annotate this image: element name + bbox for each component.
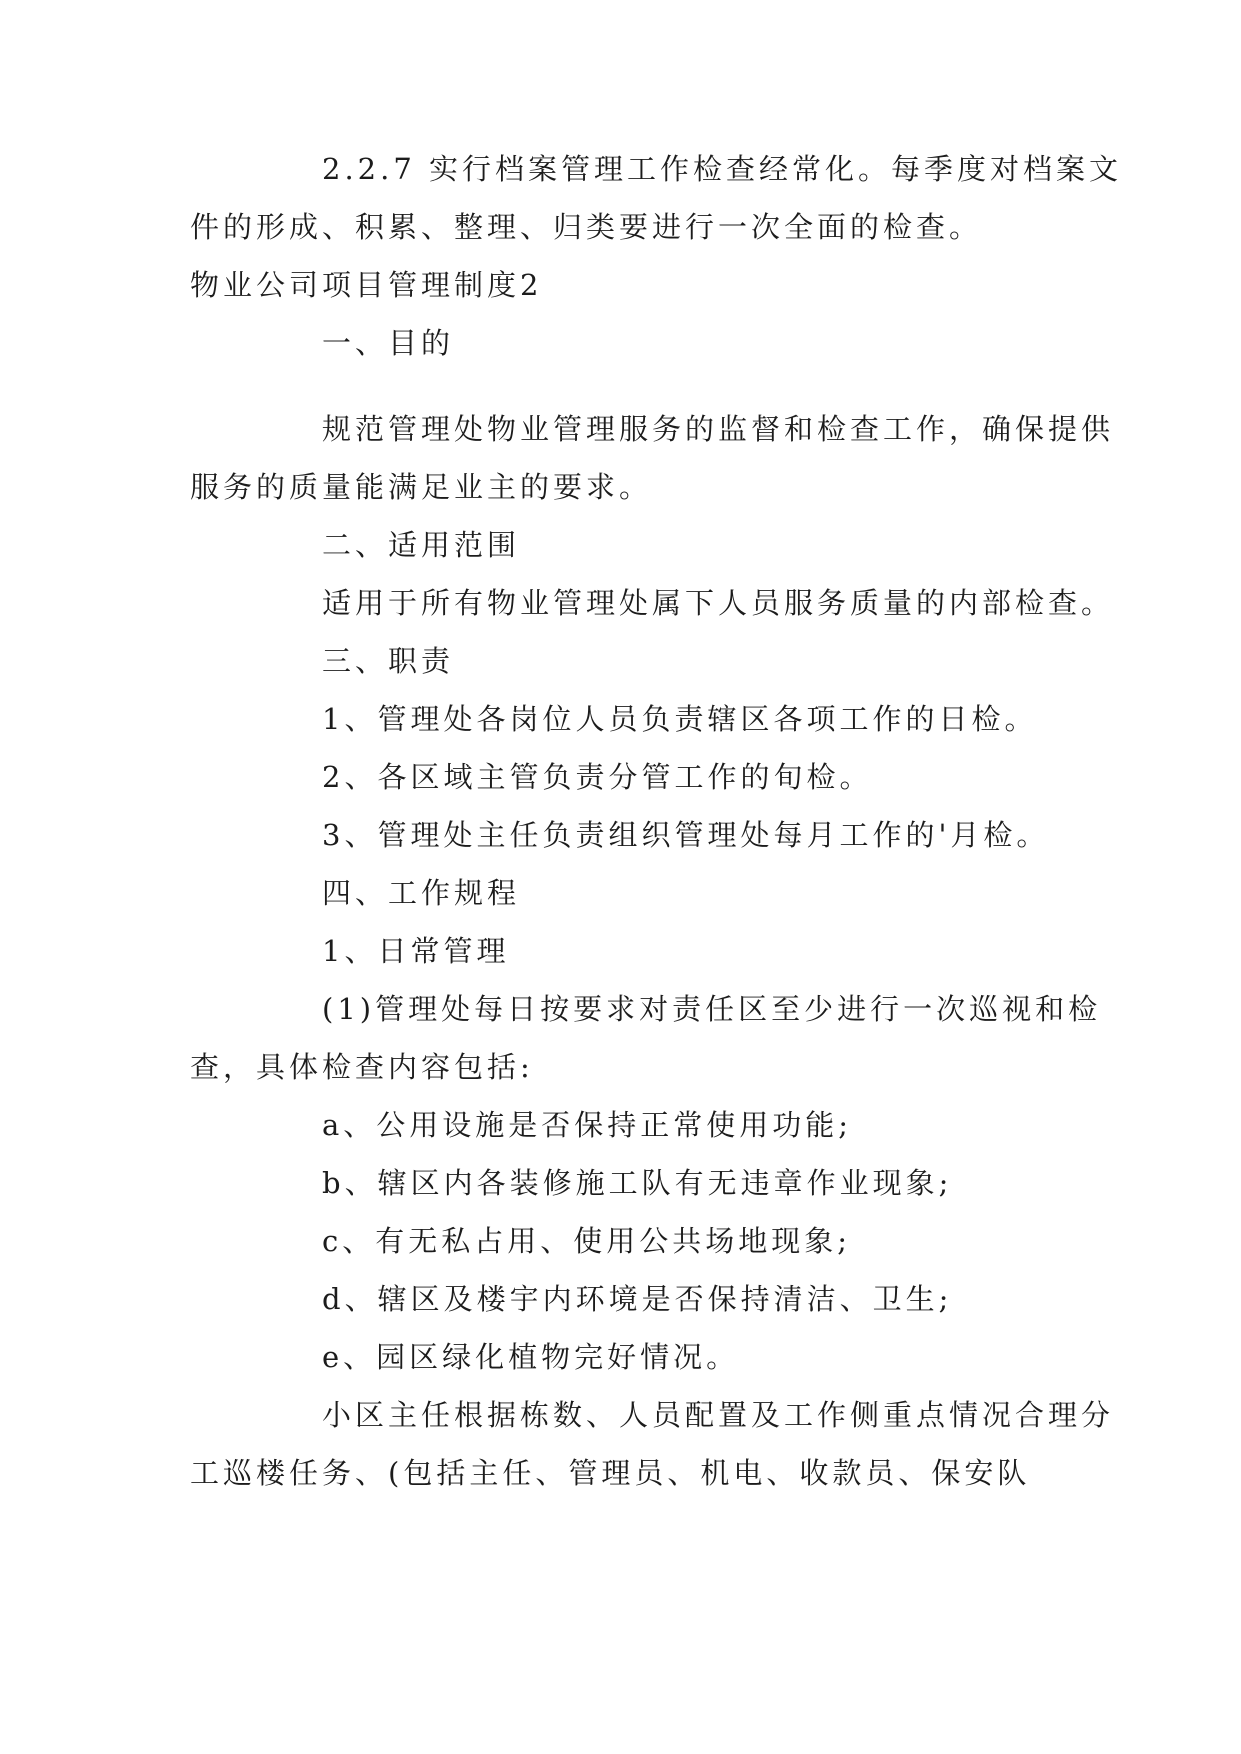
text-line-12: 3、管理处主任负责组织管理处每月工作的'月检。 [322, 818, 1050, 852]
heading-responsibilities: 三、职责 [322, 644, 455, 678]
text-line-5: 规范管理处物业管理服务的监督和检查工作，确保提供 [322, 412, 1115, 446]
text-line-22: 小区主任根据栋数、人员配置及工作侧重点情况合理分 [322, 1398, 1115, 1432]
list-item-b: b、辖区内各装修施工队有无违章作业现象; [322, 1166, 953, 1200]
text-line-1: 2.2.7 实行档案管理工作检查经常化。每季度对档案文 [322, 152, 1123, 186]
list-item-d: d、辖区及楼宇内环境是否保持清洁、卫生; [322, 1282, 953, 1316]
text-line-23: 工巡楼任务、(包括主任、管理员、机电、收款员、保安队 [190, 1456, 1031, 1490]
text-line-2: 件的形成、积累、整理、归类要进行一次全面的检查。 [190, 210, 983, 244]
list-item-c: c、有无私占用、使用公共场地现象; [322, 1224, 852, 1258]
text-line-15: (1)管理处每日按要求对责任区至少进行一次巡视和检 [322, 992, 1102, 1026]
heading-work-procedures: 四、工作规程 [322, 876, 521, 910]
document-body [190, 140, 1123, 372]
list-item-e: e、园区绿化植物完好情况。 [322, 1340, 740, 1374]
document-body-continued [190, 400, 1115, 1502]
text-line-8: 适用于所有物业管理处属下人员服务质量的内部检查。 [322, 586, 1115, 620]
text-line-6: 服务的质量能满足业主的要求。 [190, 470, 653, 504]
list-item-a: a、公用设施是否保持正常使用功能; [322, 1108, 853, 1142]
text-line-10: 1、管理处各岗位人员负责辖区各项工作的日检。 [322, 702, 1038, 736]
heading-scope: 二、适用范围 [322, 528, 521, 562]
text-line-11: 2、各区域主管负责分管工作的旬检。 [322, 760, 873, 794]
text-line-16: 查，具体检查内容包括: [190, 1050, 534, 1084]
heading-purpose: 一、目的 [322, 326, 455, 360]
heading-daily-management: 1、日常管理 [322, 934, 510, 968]
section-title: 物业公司项目管理制度2 [190, 268, 543, 302]
